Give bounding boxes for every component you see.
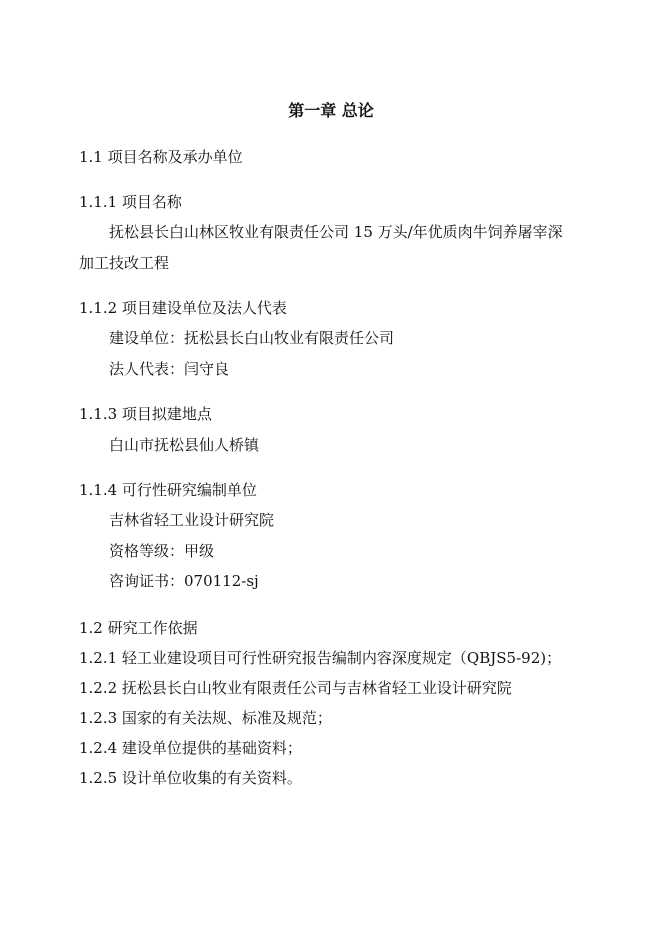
project-name-line2: 加工技改工程 <box>79 254 170 272</box>
basis-item: 1.2.1 轻工业建设项目可行性研究报告编制内容深度规定（QBJS5-92)； <box>79 649 562 667</box>
basis-item: 1.2.3 国家的有关法规、标准及规范； <box>79 709 332 727</box>
section-heading-1-1-2: 1.1.2 项目建设单位及法人代表 <box>79 299 287 317</box>
builder-unit: 建设单位：抚松县长白山牧业有限责任公司 <box>109 329 395 347</box>
project-name-line1: 抚松县长白山林区牧业有限责任公司 15 万头/年优质肉牛饲养屠宰深 <box>109 223 563 241</box>
qualification-grade: 资格等级：甲级 <box>109 542 215 560</box>
section-heading-1-1-3: 1.1.3 项目拟建地点 <box>79 405 212 423</box>
section-heading-1-1-4: 1.1.4 可行性研究编制单位 <box>79 481 257 499</box>
basis-item: 1.2.2 抚松县长白山牧业有限责任公司与吉林省轻工业设计研究院 <box>79 679 512 697</box>
consulting-certificate: 咨询证书：070112-sj <box>109 572 259 590</box>
basis-item: 1.2.4 建设单位提供的基础资料； <box>79 739 302 757</box>
section-heading-1-1-1: 1.1.1 项目名称 <box>79 193 182 211</box>
chapter-title: 第一章 总论 <box>288 101 374 120</box>
legal-representative: 法人代表：闫守良 <box>109 360 230 378</box>
section-heading-1-2: 1.2 研究工作依据 <box>79 619 198 637</box>
section-heading-1-1: 1.1 项目名称及承办单位 <box>79 148 243 166</box>
research-institute: 吉林省轻工业设计研究院 <box>109 511 275 529</box>
project-location: 白山市抚松县仙人桥镇 <box>109 436 260 454</box>
basis-item: 1.2.5 设计单位收集的有关资料。 <box>79 769 302 787</box>
